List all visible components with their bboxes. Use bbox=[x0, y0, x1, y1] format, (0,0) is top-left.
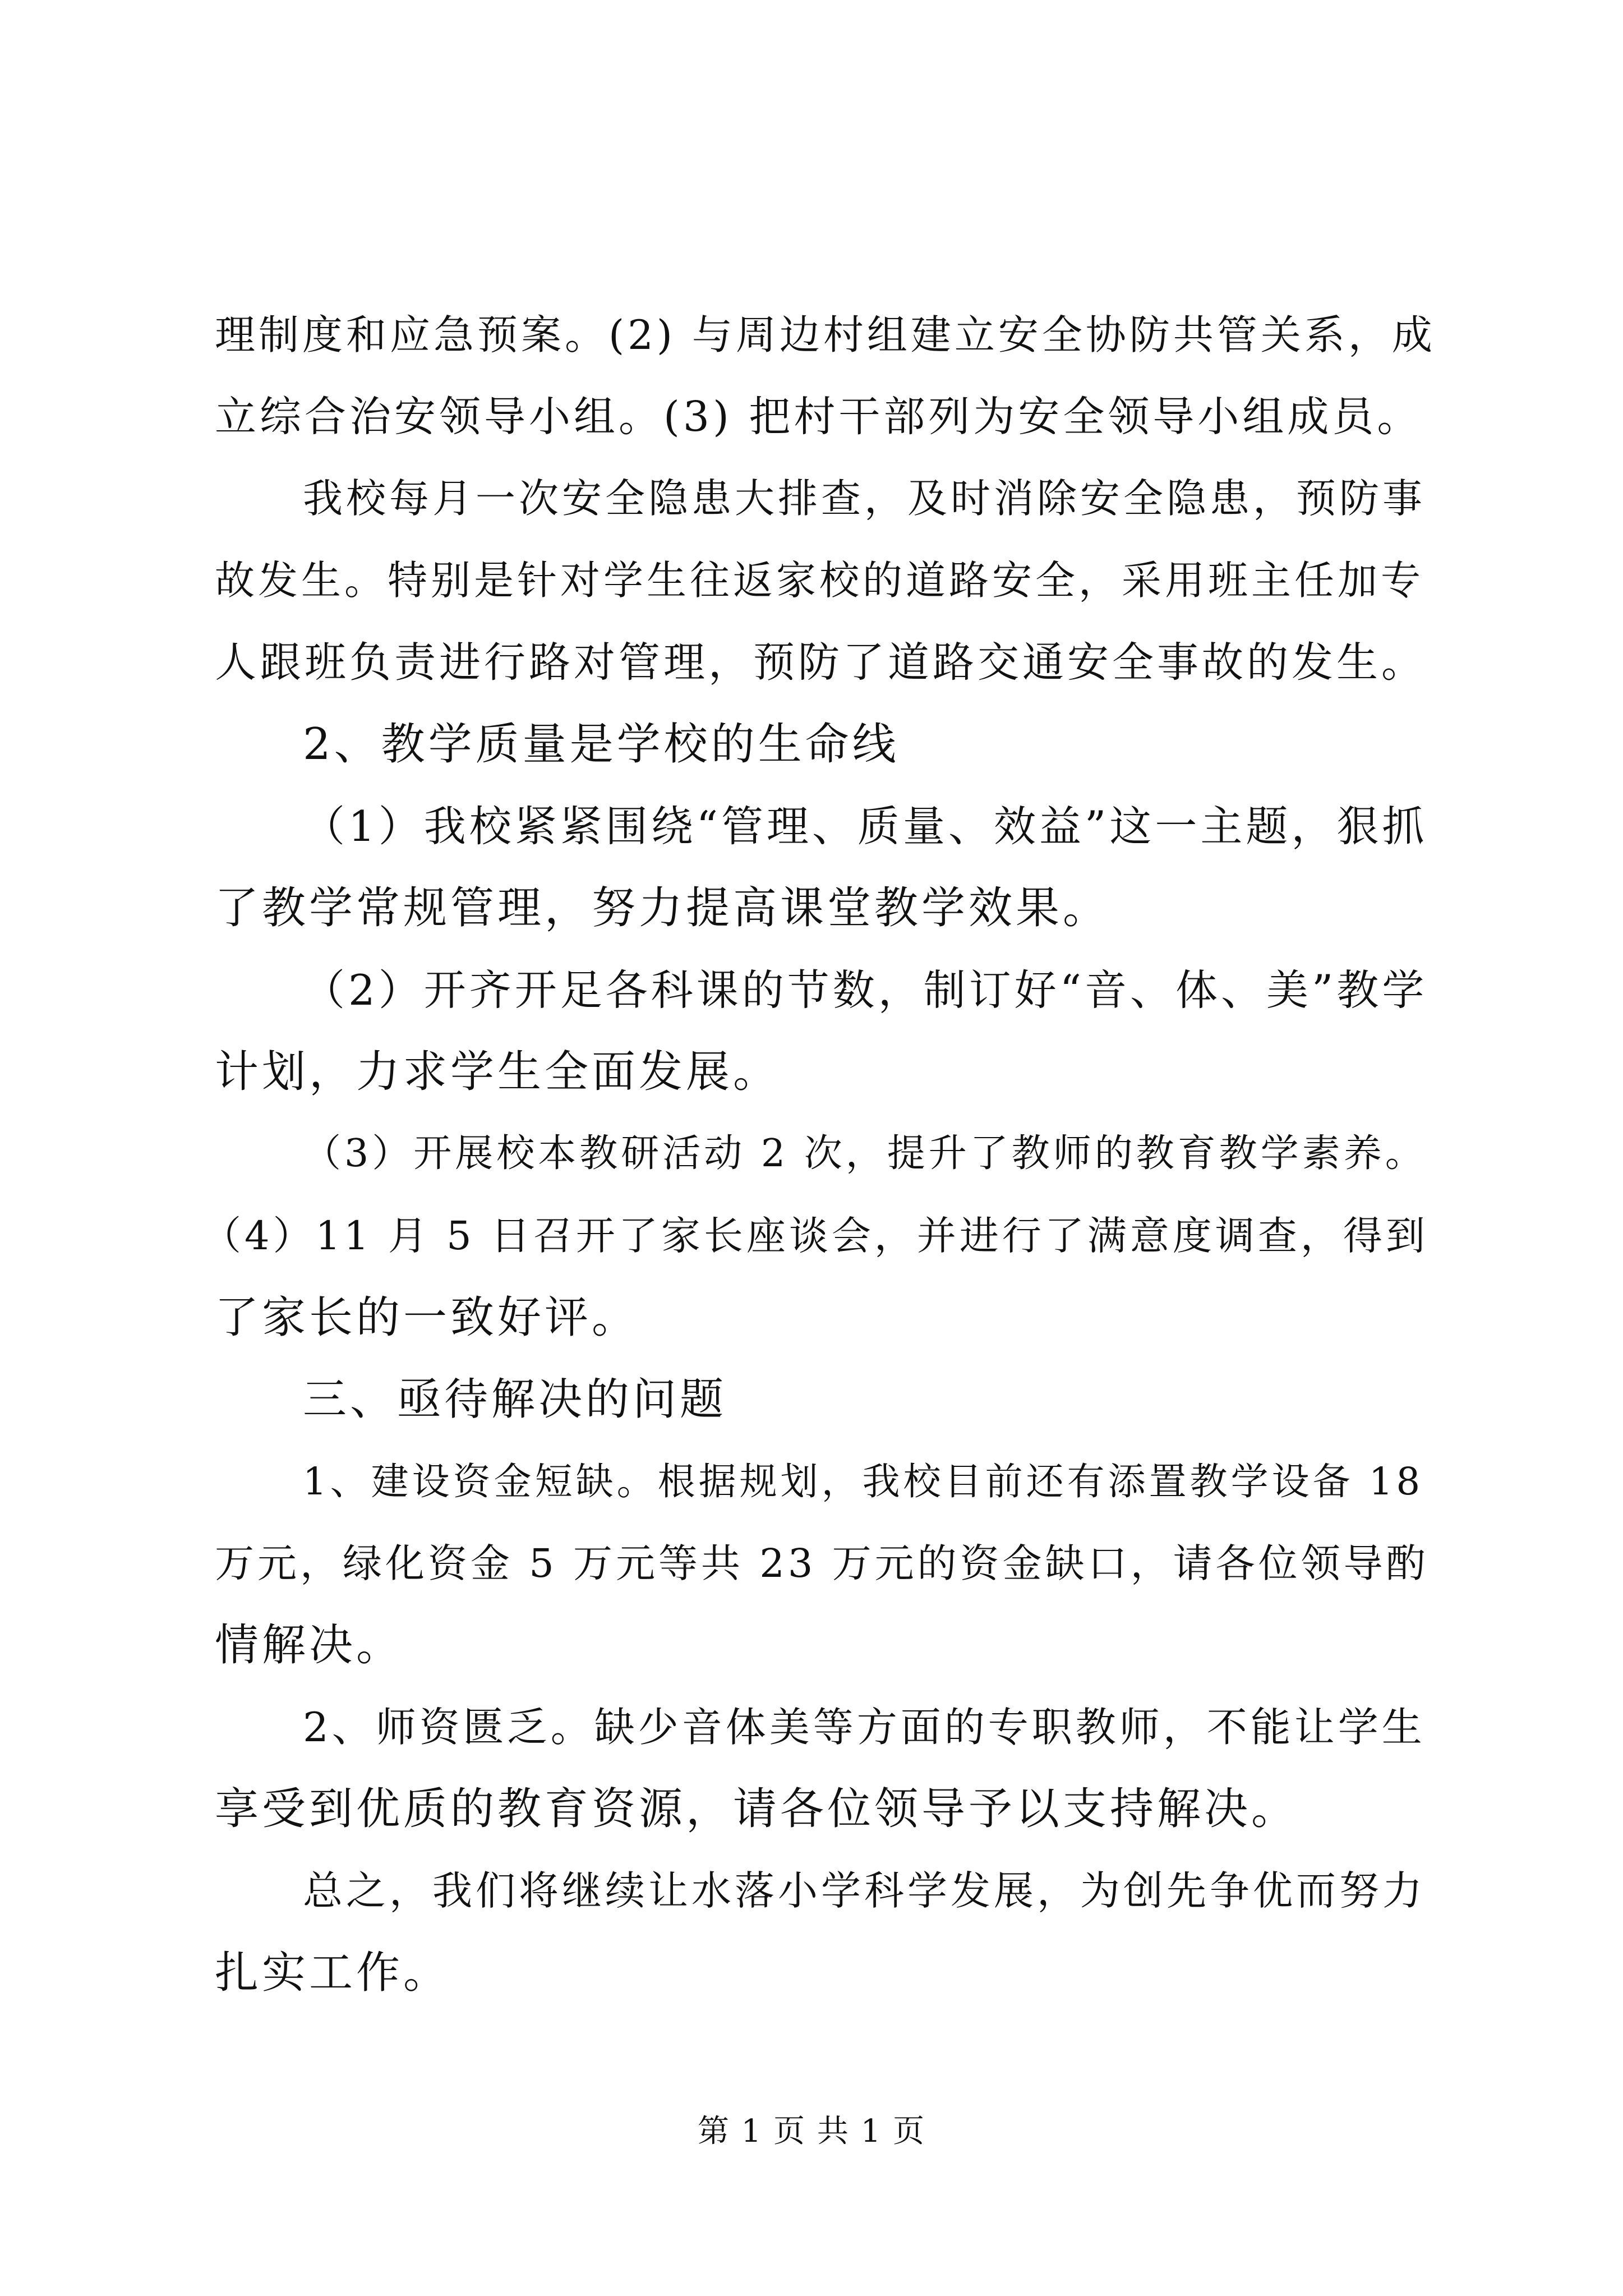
paragraph-line: 1、建设资金短缺。根据规划，我校目前还有添置教学设备 18 bbox=[303, 1460, 1424, 1503]
paragraph-line: 故发生。特别是针对学生往返家校的道路安全，采用班主任加专 bbox=[215, 557, 1424, 604]
section-heading: 三、亟待解决的问题 bbox=[303, 1374, 727, 1425]
paragraph-line: （2）开齐开足各科课的节数，制订好“音、体、美”教学 bbox=[303, 965, 1428, 1015]
page-number-footer: 第 1 页 共 1 页 bbox=[697, 2113, 926, 2150]
paragraph-line: 2、师资匮乏。缺少音体美等方面的专职教师，不能让学生 bbox=[303, 1704, 1426, 1751]
paragraph-line: 总之，我们将继续让水落小学科学发展，为创先争优而努力 bbox=[303, 1867, 1426, 1914]
paragraph-line: 了家长的一致好评。 bbox=[215, 1292, 639, 1343]
paragraph-line: 人跟班负责进行路对管理，预防了道路交通安全事故的发生。 bbox=[215, 638, 1426, 687]
paragraph-line: 我校每月一次安全隐患大排查，及时消除安全隐患，预防事 bbox=[303, 475, 1426, 522]
paragraph-line: 了教学常规管理，努力提高课堂教学效果。 bbox=[215, 883, 1110, 933]
paragraph-line: 计划，力求学生全面发展。 bbox=[215, 1047, 781, 1097]
paragraph-line: （1）我校紧紧围绕“管理、质量、效益”这一主题，狠抓 bbox=[303, 802, 1428, 851]
paragraph-line: （3）开展校本教研活动 2 次，提升了教师的教育教学素养。 bbox=[303, 1131, 1427, 1176]
paragraph-line: 情解决。 bbox=[215, 1620, 404, 1671]
paragraph-line: 扎实工作。 bbox=[215, 1948, 451, 1998]
section-heading: 2、教学质量是学校的生命线 bbox=[303, 719, 900, 770]
paragraph-line: 万元，绿化资金 5 万元等共 23 万元的资金缺口，请各位领导酌 bbox=[215, 1540, 1429, 1586]
paragraph-line: 享受到优质的教育资源，请各位领导予以支持解决。 bbox=[215, 1784, 1299, 1834]
paragraph-line: （4）11 月 5 日召开了家长座谈会，并进行了满意度调查，得到 bbox=[202, 1213, 1428, 1259]
paragraph-line: 立综合治安领导小组。(3) 把村干部列为安全领导小组成员。 bbox=[215, 393, 1422, 441]
paragraph-line: 理制度和应急预案。(2) 与周边村组建立安全协防共管关系，成 bbox=[215, 311, 1436, 358]
